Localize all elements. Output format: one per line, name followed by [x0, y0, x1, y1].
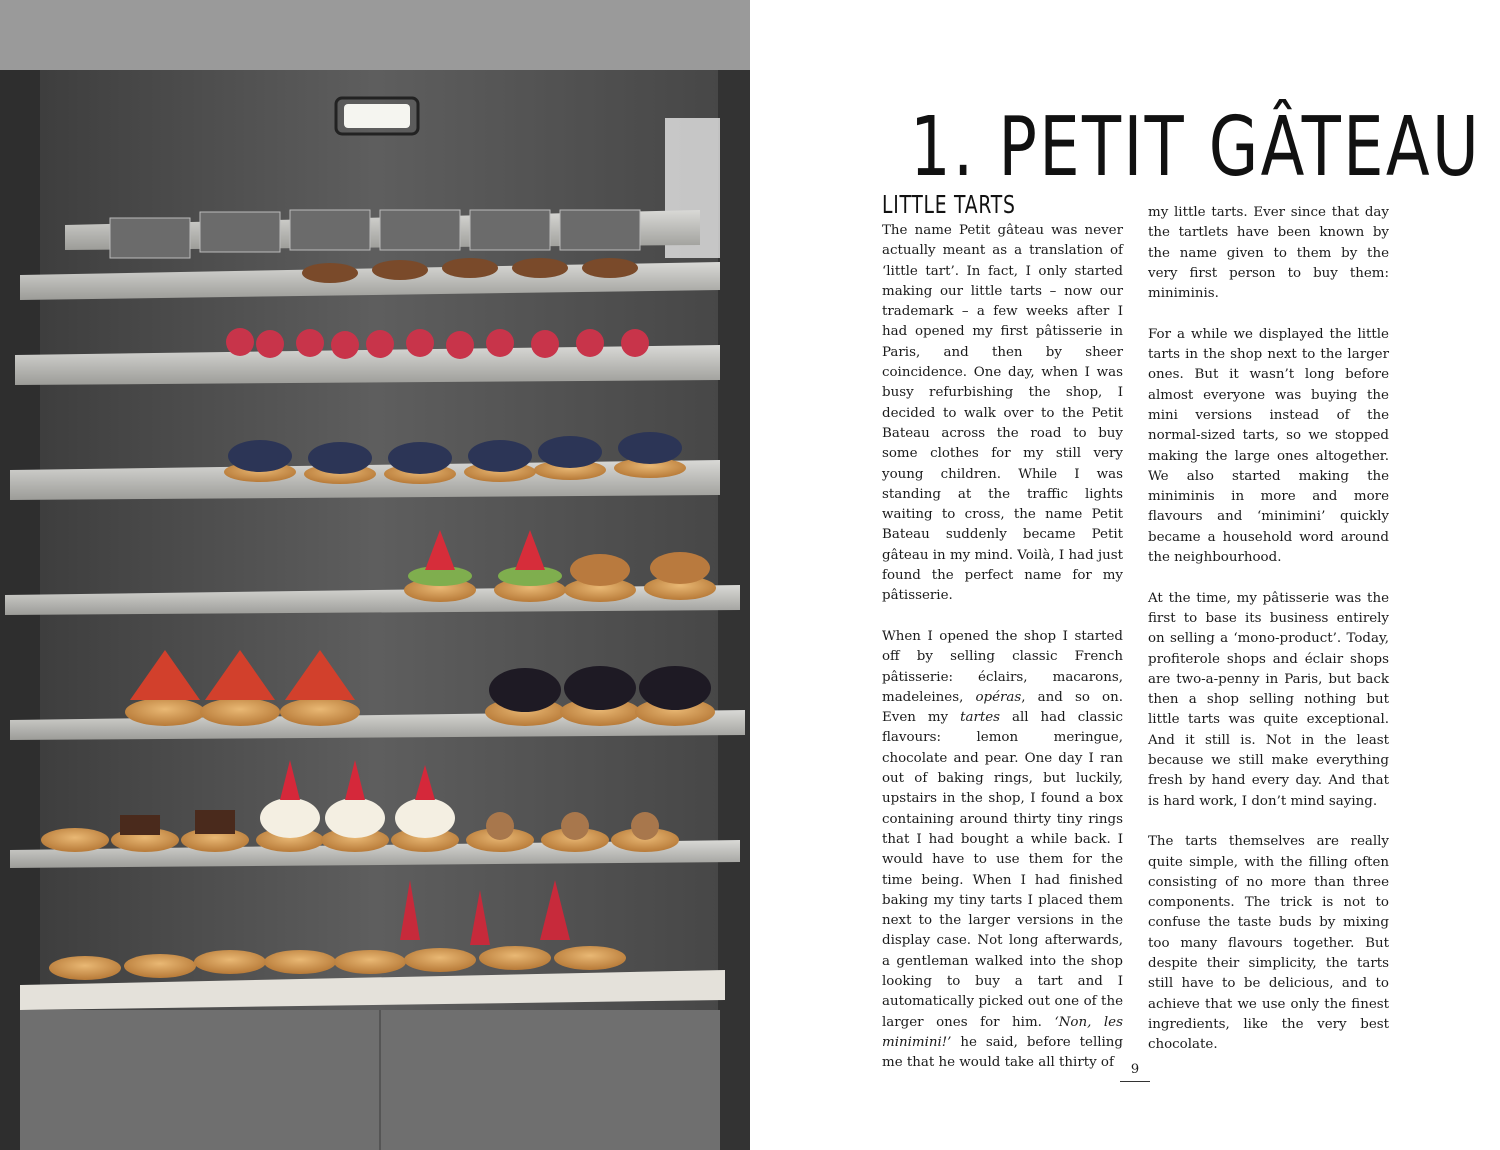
- text-page: [750, 0, 1500, 1150]
- section-subtitle: LITTLE TARTS: [882, 190, 1016, 219]
- page-number: 9: [1120, 1062, 1150, 1082]
- text-column-left: [882, 221, 1123, 1094]
- text-column-right: [1148, 203, 1389, 1076]
- chapter-title: 1. PETIT GÂTEAU: [910, 100, 1482, 195]
- paragraph: The name Petit gâteau was never actually meant as a translation of ‘little tart’. In fact, I only started making our little tarts – now our trademark – a few weeks after I had opened my first pâtisserie in Paris, and then by sheer coincidence. One day, when I was busy refurbishing the shop, I decided to walk over to the Petit Bateau across the road to buy some clothes for my still very young children. While I was standing at the traffic lights waiting to cross, the name Petit Bateau suddenly became Petit gâteau in my mind. Voilà, I had just found the perfect name for my pâtisserie.: [882, 223, 1123, 604]
- paragraph: my little tarts. Ever since that day the tartlets have been known by the name given to them by the very first person to buy them: miniminis.: [1148, 205, 1389, 302]
- paragraph: At the time, my pâtisserie was the first to base its business entirely on selling a ‘mono-product’. Today, profiterole shops and éclair shops are two-a-penny in Paris, but back then a shop selling nothing but little tarts was quite exceptional. And it still is. Not in the least because we still make everything fresh by hand every day. And that is hard work, I don’t mind saying.: [1148, 590, 1389, 809]
- paragraph: When I opened the shop I started off by selling classic French pâtisserie: éclairs, macarons, madeleines, opéras, and so on. Even my tartes all had classic flavours: lemon meringue, chocolate and pear. One day I ran out of baking rings, but luckily, upstairs in the shop, I found a box containing around thirty tiny rings that I had bought a while back. I would have to use them for the time being. When I had finished baking my tiny tarts I placed them next to the larger versions in the display case. Not long afterwards, a gentleman walked into the shop looking to buy a tart and I automatically picked out one of the larger ones for him. ‘Non, les minimini!’ he said, before telling me that he would take all thirty of: [882, 628, 1123, 1071]
- paragraph: The tarts themselves are really quite simple, with the filling often consisting of no more than three components. The trick is not to confuse the taste buds by mixing too many flavours together. But despite their simplicity, the tarts still have to be delicious, and to achieve that we use only the finest ingredients, like the very best chocolate.: [1148, 834, 1389, 1053]
- paragraph: For a while we displayed the little tarts in the shop next to the larger ones. But it wasn’t long before almost everyone was buying the mini versions instead of the normal-sized tarts, so we stopped making the large ones altogether. We also started making the miniminis in more and more flavours and ‘minimini’ quickly became a household word around the neighbourhood.: [1148, 326, 1389, 566]
